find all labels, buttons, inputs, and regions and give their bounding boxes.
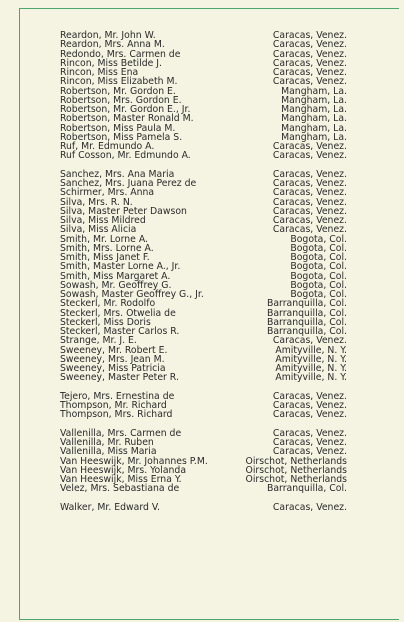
passenger-residence: Bogota, Col. <box>290 252 347 263</box>
passenger-name: Steckerl, Master Carlos R. <box>60 326 180 337</box>
passenger-name: Robertson, Mrs. Gordon E. <box>60 94 182 106</box>
passenger-residence: Caracas, Venez. <box>272 150 347 162</box>
passenger-residence: Caracas, Venez. <box>272 76 347 88</box>
passenger-name: Silva, Mrs. R. N. <box>60 196 133 208</box>
passenger-residence: Caracas, Venez. <box>272 30 347 41</box>
passenger-residence: Caracas, Venez. <box>272 48 347 60</box>
passenger-row <box>60 503 350 512</box>
passenger-residence: Barranquilla, Col. <box>266 316 347 328</box>
passenger-name: Silva, Master Peter Dawson <box>60 205 187 217</box>
passenger-name: Thompson, Mrs. Richard <box>60 409 173 421</box>
passenger-name: Smith, Miss Margaret A. <box>60 270 171 282</box>
passenger-residence: Caracas, Venez. <box>272 141 347 152</box>
passenger-residence: Mangham, La. <box>281 104 347 115</box>
passenger-residence: Oirschot, Netherlands <box>245 455 347 467</box>
passenger-name: Sanchez, Mrs. Juana Perez de <box>60 178 197 189</box>
passenger-residence: Caracas, Venez. <box>272 427 347 439</box>
passenger-residence: Oirschot, Netherlands <box>245 464 347 476</box>
passenger-residence: Caracas, Venez. <box>272 168 347 180</box>
passenger-residence: Bogota, Col. <box>290 270 347 282</box>
passenger-name: Van Heeswijk, Mr. Johannes P.M. <box>60 455 208 467</box>
passenger-name: Reardon, Mrs. Anna M. <box>60 39 165 51</box>
passenger-residence: Caracas, Venez. <box>272 446 347 458</box>
passenger-name: Schirmer, Mrs. Anna <box>60 187 155 199</box>
passenger-name: Sweeney, Miss Patricia <box>60 363 166 374</box>
passenger-residence: Caracas, Venez. <box>272 39 347 51</box>
passenger-residence: Caracas, Venez. <box>272 215 347 226</box>
passenger-name: Smith, Master Lorne A., Jr. <box>60 261 181 273</box>
passenger-name: Rincon, Miss Betilde J. <box>60 57 162 69</box>
passenger-name: Sanchez, Mrs. Ana Maria <box>60 168 175 180</box>
passenger-name: Robertson, Miss Paula M. <box>60 122 176 134</box>
passenger-name: Velez, Mrs. Sebastiana de <box>60 483 180 495</box>
passenger-residence: Barranquilla, Col. <box>266 326 347 337</box>
passenger-name: Steckerl, Mr. Rodolfo <box>60 298 156 310</box>
passenger-residence: Amityville, N. Y. <box>275 372 347 384</box>
passenger-row <box>60 410 350 419</box>
passenger-name: Ruf Cosson, Mr. Edmundo A. <box>60 150 191 162</box>
passenger-name: Vallenilla, Mr. Ruben <box>60 437 154 448</box>
passenger-residence: Bogota, Col. <box>290 289 347 300</box>
passenger-name: Robertson, Mr. Gordon E., Jr. <box>60 104 191 115</box>
passenger-name: Redondo, Mrs. Carmen de <box>60 48 181 60</box>
passenger-name: Strange, Mr. J. E. <box>60 335 137 347</box>
passenger-name: Silva, Miss Alicia <box>60 224 137 236</box>
passenger-residence: Caracas, Venez. <box>272 409 347 421</box>
passenger-name: Reardon, Mr. John W. <box>60 30 156 41</box>
passenger-name: Tejero, Mrs. Ernestina de <box>60 390 175 402</box>
passenger-row <box>60 151 350 160</box>
passenger-residence: Caracas, Venez. <box>272 224 347 236</box>
passenger-residence: Caracas, Venez. <box>272 178 347 189</box>
passenger-name: Vallenilla, Miss Maria <box>60 446 157 458</box>
passenger-residence: Caracas, Venez. <box>272 501 347 513</box>
passenger-name: Robertson, Mr. Gordon E. <box>60 85 176 97</box>
passenger-residence: Mangham, La. <box>281 131 347 143</box>
passenger-name: Vallenilla, Mrs. Carmen de <box>60 427 182 439</box>
passenger-name: Walker, Mr. Edward V. <box>60 501 160 513</box>
passenger-name: Thompson, Mr. Richard <box>60 400 167 411</box>
passenger-residence: Mangham, La. <box>281 85 347 97</box>
passenger-residence: Bogota, Col. <box>290 233 347 245</box>
passenger-name: Van Heeswijk, Miss Erna Y. <box>60 474 182 485</box>
passenger-name: Silva, Miss Mildred <box>60 215 146 226</box>
passenger-residence: Mangham, La. <box>281 94 347 106</box>
passenger-name: Sweeney, Mrs. Jean M. <box>60 353 165 365</box>
passenger-name: Rincon, Miss Elizabeth M. <box>60 76 178 88</box>
passenger-residence: Mangham, La. <box>281 113 347 125</box>
passenger-residence: Caracas, Venez. <box>272 400 347 411</box>
passenger-residence: Bogota, Col. <box>290 261 347 273</box>
passenger-name: Robertson, Miss Pamela S. <box>60 131 183 143</box>
passenger-name: Robertson, Master Ronald M. <box>60 113 194 125</box>
passenger-name: Ruf, Mr. Edmundo A. <box>60 141 155 152</box>
passenger-name: Rincon, Miss Ena <box>60 67 139 78</box>
passenger-residence: Caracas, Venez. <box>272 437 347 448</box>
passenger-residence: Caracas, Venez. <box>272 196 347 208</box>
passenger-residence: Caracas, Venez. <box>272 335 347 347</box>
passenger-row <box>60 484 350 493</box>
passenger-row <box>60 373 350 382</box>
passenger-residence: Amityville, N. Y. <box>275 353 347 365</box>
passenger-name: Van Heeswijk, Mrs. Yolanda <box>60 464 187 476</box>
passenger-residence: Bogota, Col. <box>290 242 347 254</box>
passenger-residence: Caracas, Venez. <box>272 67 347 78</box>
passenger-list <box>60 31 350 512</box>
passenger-name: Sowash, Mr. Geoffrey G. <box>60 279 172 291</box>
passenger-residence: Caracas, Venez. <box>272 205 347 217</box>
passenger-name: Steckerl, Mrs. Otwelia de <box>60 307 176 319</box>
passenger-name: Sowash, Master Geoffrey G., Jr. <box>60 289 204 300</box>
passenger-residence: Bogota, Col. <box>290 279 347 291</box>
passenger-residence: Amityville, N. Y. <box>275 363 347 374</box>
passenger-residence: Amityville, N. Y. <box>275 344 347 356</box>
passenger-name: Smith, Mr. Lorne A. <box>60 233 148 245</box>
passenger-name: Sweeney, Master Peter R. <box>60 372 179 384</box>
passenger-residence: Caracas, Venez. <box>272 187 347 199</box>
passenger-name: Sweeney, Mr. Robert E. <box>60 344 168 356</box>
passenger-residence: Caracas, Venez. <box>272 57 347 69</box>
passenger-residence: Barranquilla, Col. <box>266 483 347 495</box>
passenger-residence: Caracas, Venez. <box>272 390 347 402</box>
passenger-name: Smith, Mrs. Lorne A. <box>60 242 154 254</box>
passenger-name: Smith, Miss Janet F. <box>60 252 150 263</box>
passenger-residence: Oirschot, Netherlands <box>245 474 347 485</box>
passenger-residence: Barranquilla, Col. <box>266 307 347 319</box>
passenger-name: Steckerl, Miss Doris <box>60 316 151 328</box>
passenger-residence: Barranquilla, Col. <box>266 298 347 310</box>
passenger-residence: Mangham, La. <box>281 122 347 134</box>
